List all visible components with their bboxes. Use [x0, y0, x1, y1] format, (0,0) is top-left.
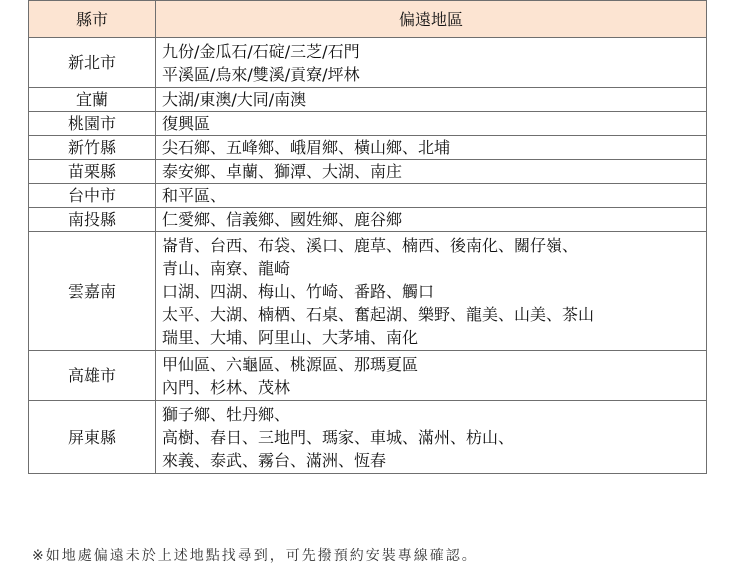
area-line: 和平區、: [162, 186, 227, 205]
footnote: ※如地處偏遠未於上述地點找尋到，可先撥預約安裝專線確認。: [32, 548, 478, 564]
header-remote-areas: 偏遠地區: [156, 1, 707, 38]
table-row: [29, 184, 707, 208]
table-row: [29, 136, 707, 160]
areas-cell: [156, 112, 707, 136]
areas-cell: [156, 401, 707, 474]
table-row: [29, 112, 707, 136]
areas-cell: [156, 232, 707, 351]
county-cell: 南投縣: [29, 208, 156, 232]
area-line: 內門、杉林、茂林: [162, 377, 291, 397]
area-line: 高樹、春日、三地門、瑪家、車城、滿州、枋山、: [162, 427, 515, 447]
remote-areas-table: [28, 0, 707, 474]
area-line: 甲仙區、六龜區、桃源區、那瑪夏區: [162, 354, 419, 374]
area-line: 仁愛鄉、信義鄉、國姓鄉、鹿谷鄉: [162, 210, 403, 229]
county-cell: 桃園市: [29, 112, 156, 136]
areas-cell: [156, 208, 707, 232]
area-line: 口湖、四湖、梅山、竹崎、番路、觸口: [162, 281, 435, 301]
area-line: 來義、泰武、霧台、滿洲、恆春: [162, 450, 387, 470]
county-cell: 台中市: [29, 184, 156, 208]
header-row: [29, 1, 707, 38]
table-row: [29, 351, 707, 401]
header-county: 縣市: [29, 1, 156, 38]
county-cell: 屏東縣: [29, 401, 156, 474]
area-line: 青山、南寮、龍崎: [162, 258, 291, 278]
areas-cell: [156, 184, 707, 208]
county-cell: 高雄市: [29, 351, 156, 401]
area-line: 復興區: [162, 114, 211, 133]
county-cell: 新北市: [29, 38, 156, 88]
areas-cell: [156, 38, 707, 88]
table-body: [29, 38, 707, 474]
area-line: 大湖/東澳/大同/南澳: [162, 90, 307, 109]
county-cell: 宜蘭: [29, 88, 156, 112]
county-cell: 雲嘉南: [29, 232, 156, 351]
table-row: [29, 38, 707, 88]
area-line: 獅子鄉、牡丹鄉、: [162, 404, 291, 424]
county-cell: 新竹縣: [29, 136, 156, 160]
table-row: [29, 208, 707, 232]
table-row: [29, 401, 707, 474]
table-row: [29, 88, 707, 112]
areas-cell: [156, 351, 707, 401]
areas-cell: [156, 88, 707, 112]
table-row: [29, 160, 707, 184]
county-cell: 苗栗縣: [29, 160, 156, 184]
areas-cell: [156, 160, 707, 184]
area-line: 九份/金瓜石/石碇/三芝/石門: [162, 41, 360, 61]
area-line: 泰安鄉、卓蘭、獅潭、大湖、南庄: [162, 162, 403, 181]
area-line: 尖石鄉、五峰鄉、峨眉鄉、橫山鄉、北埔: [162, 138, 451, 157]
area-line: 太平、大湖、楠栖、石桌、奮起湖、樂野、龍美、山美、茶山: [162, 304, 595, 324]
area-line: 瑞里、大埔、阿里山、大茅埔、南化: [162, 327, 419, 347]
area-line: 崙背、台西、布袋、溪口、鹿草、楠西、後南化、關仔嶺、: [162, 235, 579, 255]
areas-cell: [156, 136, 707, 160]
table-row: [29, 232, 707, 351]
area-line: 平溪區/烏來/雙溪/貢寮/坪林: [162, 64, 360, 84]
